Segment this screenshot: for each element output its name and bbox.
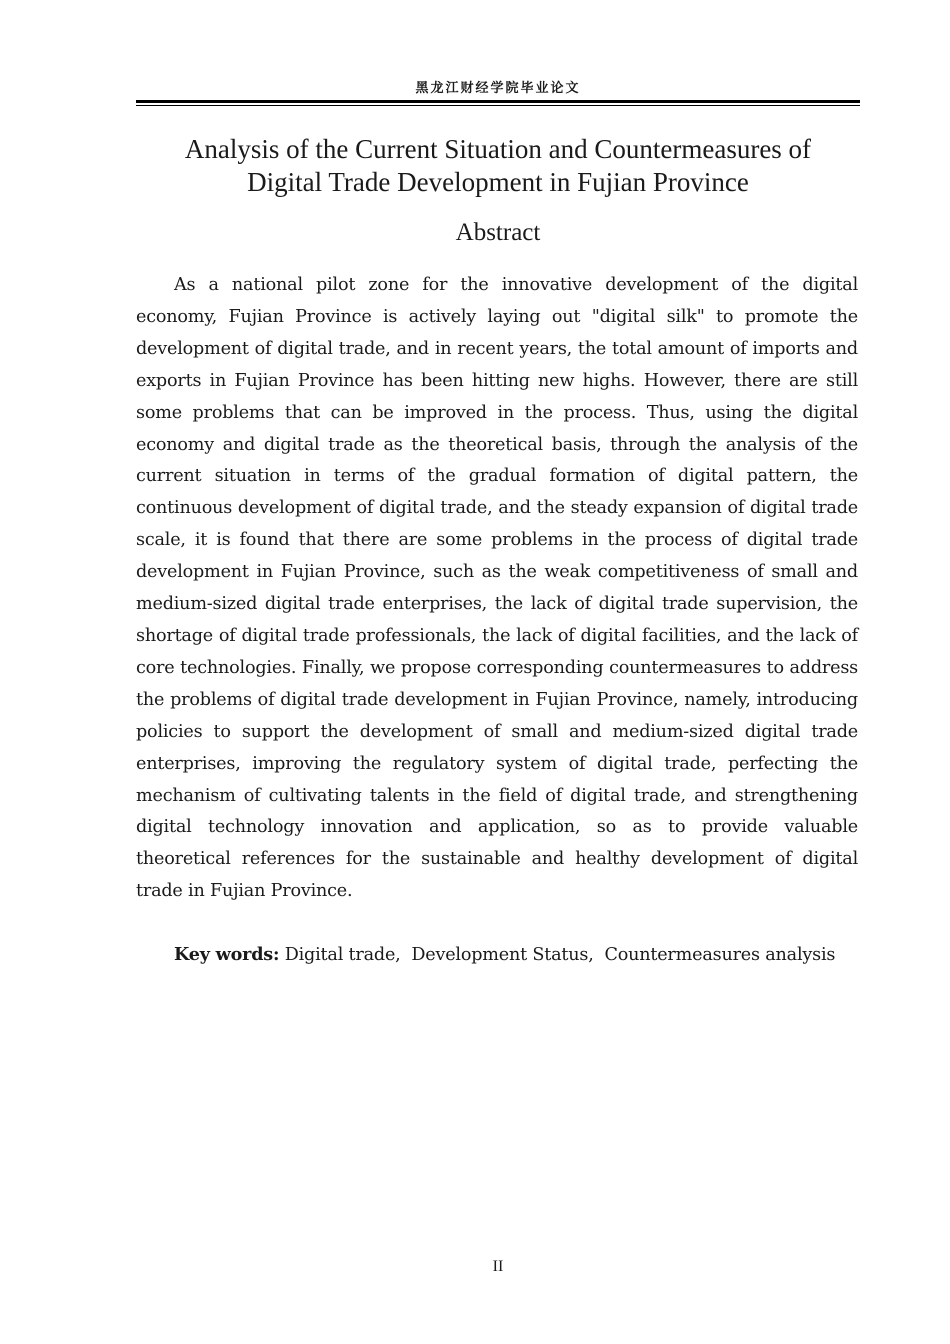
header-double-rule bbox=[136, 100, 860, 106]
keyword-item: Digital trade bbox=[284, 945, 396, 965]
page-number: II bbox=[492, 1258, 504, 1275]
keyword-item: Countermeasures analysis bbox=[604, 945, 836, 965]
paper-title-line-2: Digital Trade Development in Fujian Province bbox=[247, 167, 749, 197]
paper-title bbox=[136, 133, 860, 199]
abstract-body: As a national pilot zone for the innovative development of the digital economy, Fujian Province is actively laying out "digital silk" to promote the development of digital trade, and in recent years, the total amount of imports and exports in Fujian Province has been hitting new highs. However, there are still some problems that can be improved in the process. Thus, using the digital economy and digital trade as the theoretical basis, through the analysis of the current situation in terms of the gradual formation of digital pattern, the continuous development of digital trade, and the steady expansion of digital trade scale, it is found that there are some problems in the process of digital trade development in Fujian Province, such as the weak competitiveness of small and medium-sized digital trade enterprises, the lack of digital trade supervision, the shortage of digital trade professionals, the lack of digital facilities, and the lack of core technologies. Finally, we propose corresponding countermeasures to address the problems of digital trade development in Fujian Province, namely, introducing policies to support the development of small and medium-sized digital trade enterprises, improving the regulatory system of digital trade, perfecting the mechanism of cultivating talents in the field of digital trade, and strengthening digital technology innovation and application, so as to provide valuable theoretical references for the sustainable and healthy development of digital trade in Fujian Province. bbox=[136, 275, 858, 902]
abstract-heading: Abstract bbox=[455, 219, 541, 246]
keywords-label: Key words: bbox=[174, 944, 280, 965]
keyword-item: Development Status bbox=[411, 945, 589, 965]
running-header: 黑龙江财经学院毕业论文 bbox=[415, 81, 581, 96]
keywords-line: Key words: Digital trade, Development Status, Countermeasures analysis bbox=[174, 944, 836, 965]
paper-title-line-1: Analysis of the Current Situation and Countermeasures of bbox=[184, 134, 812, 164]
